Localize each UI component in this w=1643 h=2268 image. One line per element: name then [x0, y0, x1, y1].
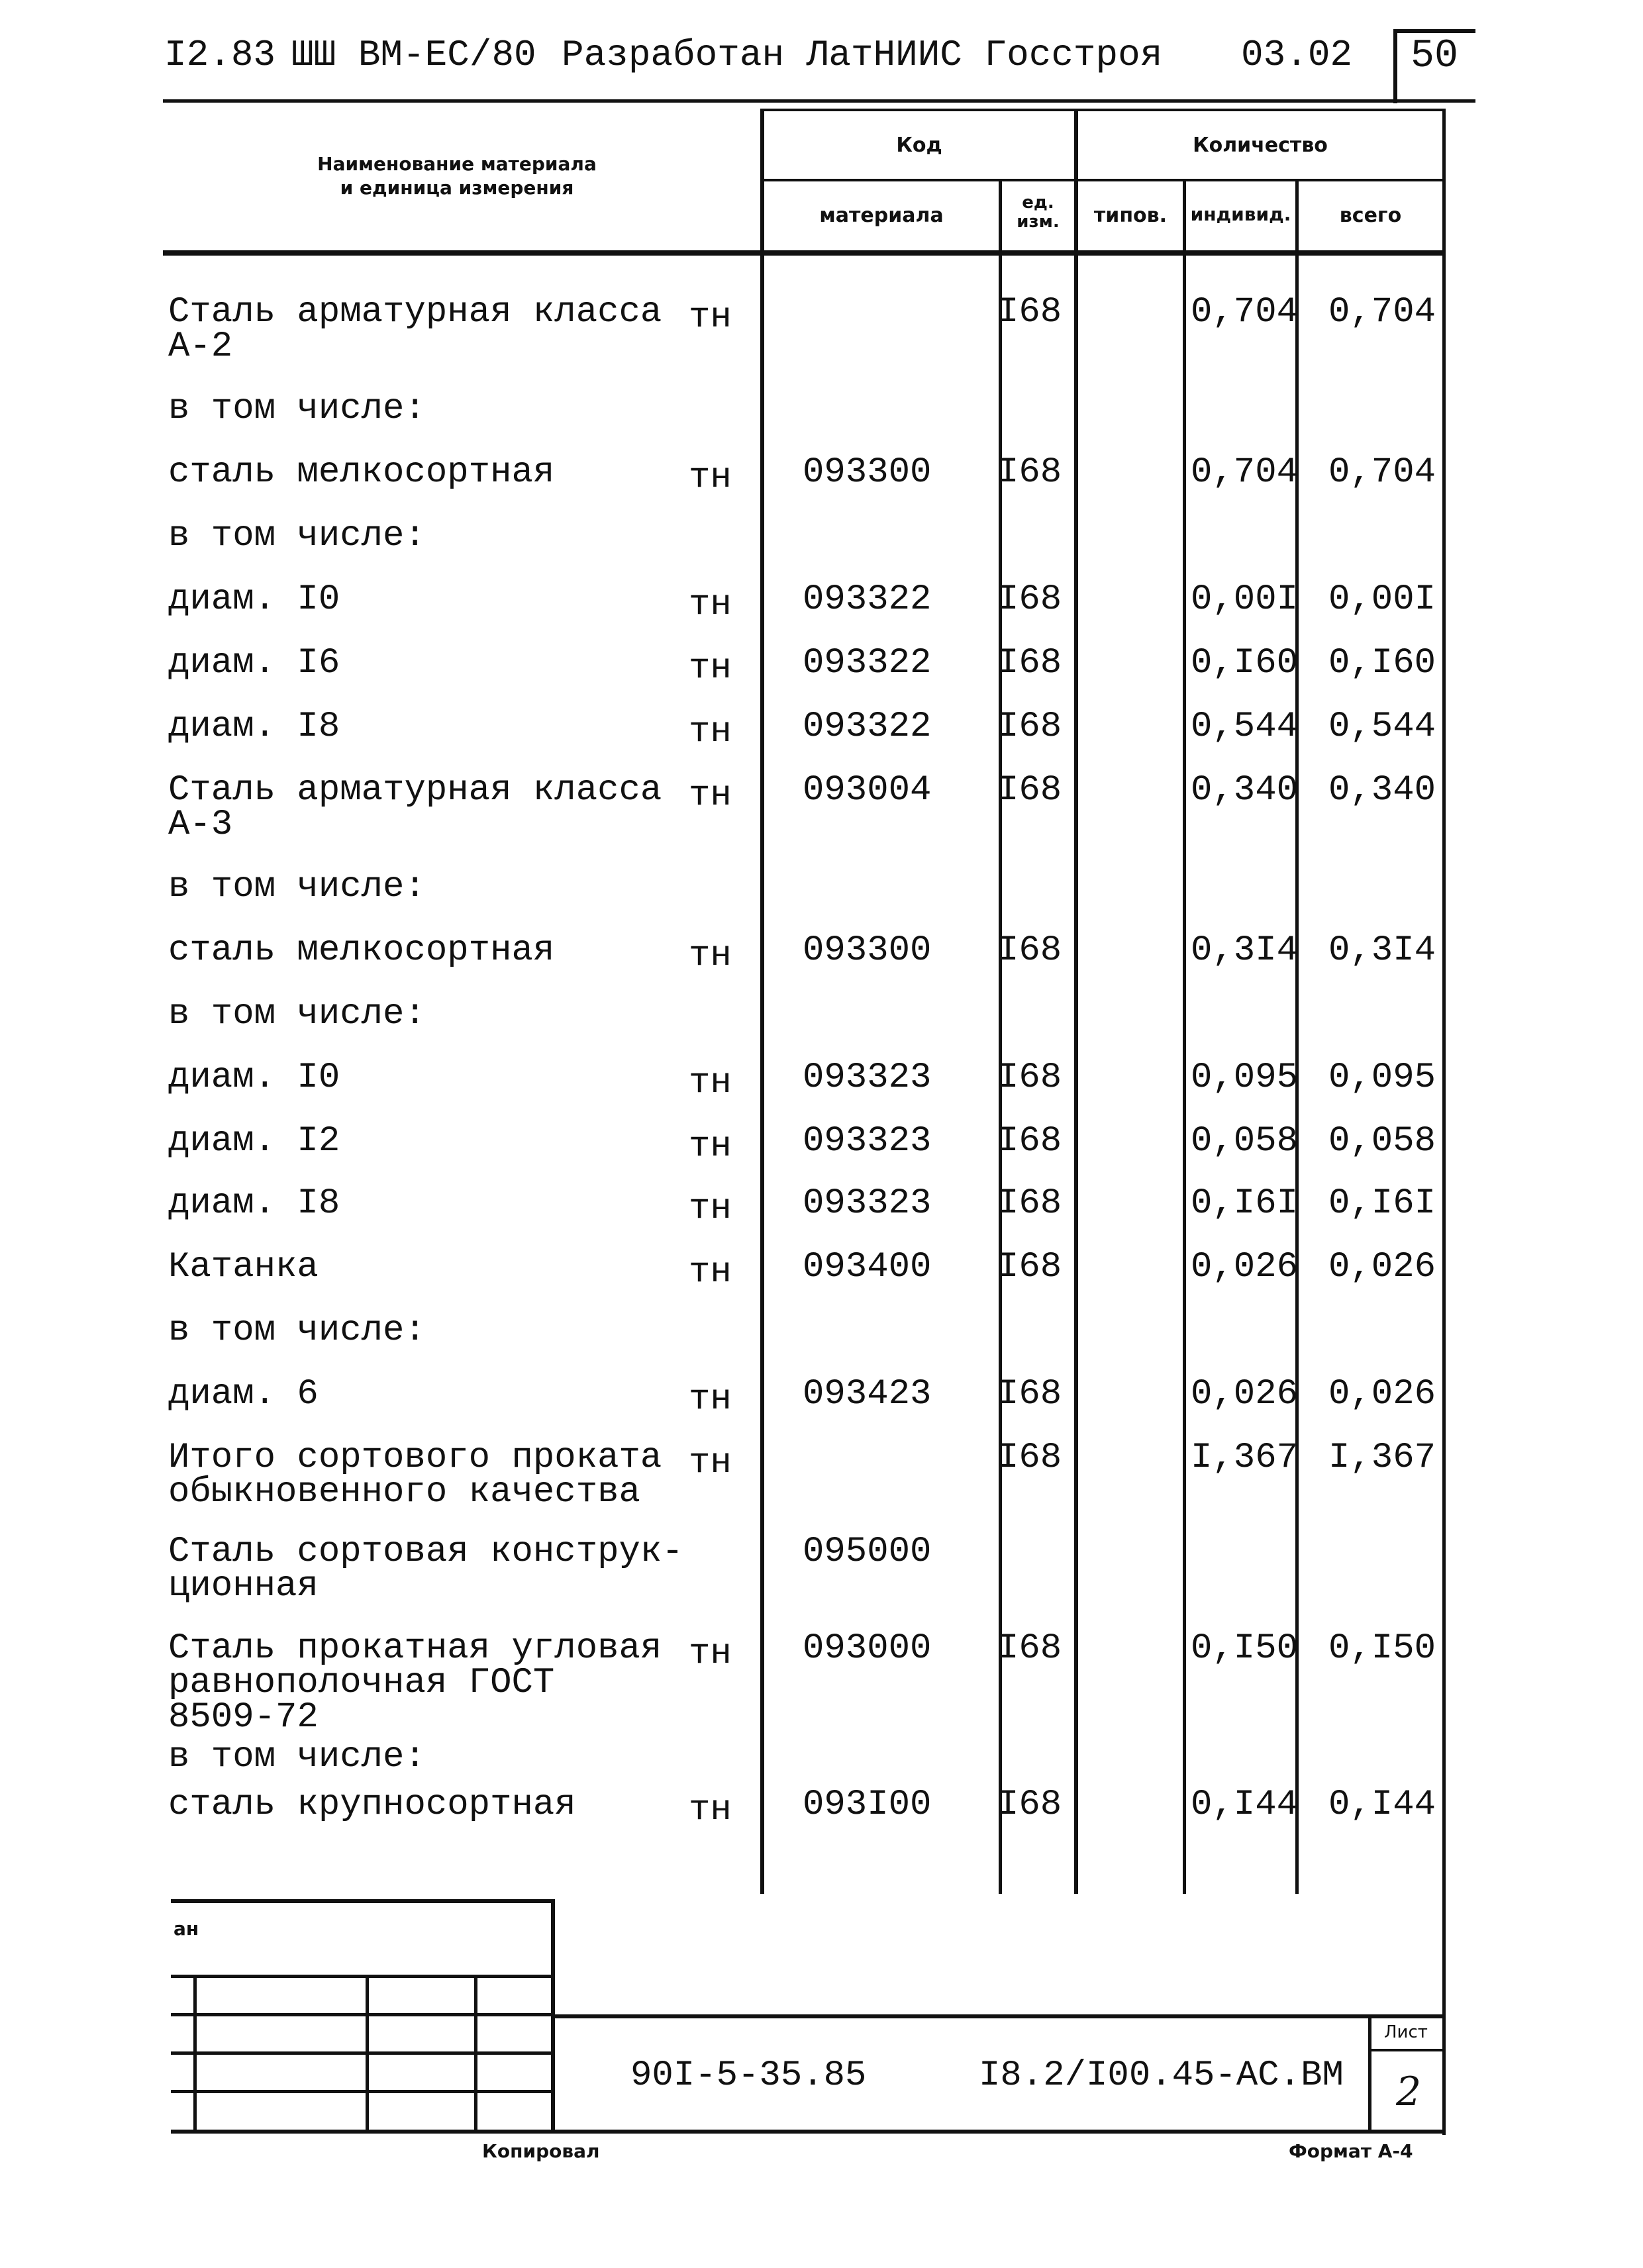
- cell-name: Сталь сортовая конструк- ционная: [168, 1532, 683, 1606]
- cell-unit: тн: [689, 648, 732, 689]
- cell-ind: 0,058: [1191, 1121, 1299, 1161]
- cell-unit: тн: [689, 1379, 732, 1420]
- stamp-grid-rule-4: [171, 2090, 555, 2093]
- cell-unit: тн: [689, 1634, 732, 1674]
- cell-total: 0,704: [1328, 292, 1436, 332]
- cell-unit: тн: [689, 585, 732, 625]
- cell-name: сталь мелкосортная: [168, 930, 555, 971]
- stamp-grid-col-1: [193, 1975, 197, 2131]
- cell-code: 093400: [803, 1247, 932, 1287]
- cell-name: Сталь арматурная класса А-3: [168, 770, 662, 845]
- cell-unit: тн: [689, 1189, 732, 1229]
- table-row: [0, 1183, 1643, 1246]
- qty-group-header: Количество: [1193, 134, 1328, 157]
- cell-ed: I68: [997, 1374, 1062, 1414]
- cell-ed: I68: [997, 579, 1062, 620]
- stamp-grid-col-2: [366, 1975, 369, 2131]
- cell-ind: 0,I44: [1191, 1785, 1299, 1825]
- cell-ed: I68: [997, 1628, 1062, 1669]
- cell-ind: I,367: [1191, 1438, 1299, 1478]
- cell-name: диам. I0: [168, 579, 340, 620]
- cell-total: 0,058: [1328, 1121, 1436, 1161]
- header-org: ШШ ВМ-ЕС/80: [291, 34, 536, 76]
- cell-total: 0,I6I: [1328, 1183, 1436, 1224]
- table-row: [0, 1785, 1643, 1848]
- table-row: [0, 1310, 1643, 1373]
- stamp-left-top-rule: [171, 1899, 555, 1903]
- cell-code: 093323: [803, 1183, 932, 1224]
- cell-name: диам. I8: [168, 707, 340, 747]
- stamp-copied-label: Копировал: [482, 2140, 600, 2162]
- cell-ind: 0,026: [1191, 1247, 1299, 1287]
- cell-name: диам. 6: [168, 1374, 319, 1414]
- header-developer: Разработан ЛатНИИС Госстроя: [562, 34, 1163, 76]
- stamp-sheet-box-left: [1368, 2014, 1371, 2132]
- col-typ-header: типов.: [1093, 204, 1168, 227]
- stamp-grid-col-3: [474, 1975, 477, 2131]
- cell-ind: 0,544: [1191, 707, 1299, 747]
- table-row: [0, 770, 1643, 845]
- cell-ind: 0,704: [1191, 292, 1299, 332]
- cell-code: 093322: [803, 707, 932, 747]
- cell-code: 095000: [803, 1532, 932, 1572]
- cell-unit: тн: [689, 712, 732, 752]
- header-date: I2.83: [164, 34, 276, 76]
- cell-code: 093423: [803, 1374, 932, 1414]
- cell-ed: I68: [997, 1121, 1062, 1161]
- cell-total: I,367: [1328, 1438, 1436, 1478]
- cell-ed: I68: [997, 930, 1062, 971]
- cell-name: Итого сортового проката обыкновенного качества: [168, 1438, 662, 1512]
- cell-ind: 0,3I4: [1191, 930, 1299, 971]
- cell-code: 093300: [803, 452, 932, 493]
- table-row: [0, 1058, 1643, 1120]
- cell-ind: 0,095: [1191, 1058, 1299, 1098]
- stamp-doc-number: 90I-5-35.85: [630, 2055, 867, 2096]
- col-ind-header: индивид.: [1190, 203, 1291, 225]
- cell-ind: 0,I60: [1191, 643, 1299, 683]
- cell-total: 0,340: [1328, 770, 1436, 811]
- header-sub-rule: [762, 179, 1444, 181]
- cell-name: сталь мелкосортная: [168, 452, 555, 493]
- cell-unit: тн: [689, 1252, 732, 1293]
- cell-name: в том числе:: [168, 1737, 426, 1777]
- cell-code: 093300: [803, 930, 932, 971]
- stamp-corner-label: ан: [174, 1918, 199, 1940]
- col-unit-header: ед. изм.: [1017, 193, 1060, 232]
- cell-ed: I68: [997, 643, 1062, 683]
- cell-unit: тн: [689, 1063, 732, 1103]
- cell-total: 0,3I4: [1328, 930, 1436, 971]
- table-row: [0, 643, 1643, 706]
- stamp-sheet-box-rule: [1368, 2049, 1445, 2051]
- table-row: [0, 930, 1643, 993]
- table-row: [0, 1121, 1643, 1184]
- table-row: [0, 516, 1643, 579]
- header-page-box-left: [1393, 29, 1397, 103]
- stamp-grid-rule-1: [171, 1975, 555, 1978]
- table-row: [0, 579, 1643, 642]
- stamp-main-bottom-rule: [171, 2130, 1445, 2134]
- header-code: 03.02: [1241, 34, 1353, 76]
- stamp-sheet-number: 2: [1396, 2069, 1422, 2115]
- cell-total: 0,I50: [1328, 1628, 1436, 1669]
- stamp-sheet-label: Лист: [1384, 2022, 1428, 2042]
- cell-name: в том числе:: [168, 389, 426, 429]
- stamp-main-top-rule: [551, 2014, 1445, 2018]
- table-row: [0, 1374, 1643, 1437]
- cell-unit: тн: [689, 1790, 732, 1830]
- stamp-grid-rule-2: [171, 2013, 555, 2016]
- cell-ed: I68: [997, 1785, 1062, 1825]
- cell-unit: тн: [689, 297, 732, 338]
- cell-unit: тн: [689, 1126, 732, 1167]
- code-group-header: Код: [896, 134, 942, 157]
- col-name-header: Наименование материала и единица измерения: [317, 153, 597, 199]
- cell-name: Катанка: [168, 1247, 319, 1287]
- cell-ed: I68: [997, 1058, 1062, 1098]
- cell-name: Сталь арматурная класса А-2: [168, 292, 662, 367]
- cell-code: 093000: [803, 1628, 932, 1669]
- cell-code: 093322: [803, 579, 932, 620]
- cell-code: 093322: [803, 643, 932, 683]
- cell-total: 0,I60: [1328, 643, 1436, 683]
- cell-total: 0,026: [1328, 1247, 1436, 1287]
- table-row: [0, 867, 1643, 930]
- cell-name: в том числе:: [168, 994, 426, 1034]
- cell-code: 093323: [803, 1058, 932, 1098]
- cell-total: 0,026: [1328, 1374, 1436, 1414]
- cell-total: 0,095: [1328, 1058, 1436, 1098]
- cell-ed: I68: [997, 707, 1062, 747]
- header-page-number: 50: [1411, 34, 1459, 79]
- table-row: [0, 994, 1643, 1057]
- cell-name: диам. I8: [168, 1183, 340, 1224]
- table-row: [0, 292, 1643, 367]
- cell-ind: 0,I6I: [1191, 1183, 1299, 1224]
- cell-name: в том числе:: [168, 516, 426, 556]
- cell-name: диам. I2: [168, 1121, 340, 1161]
- cell-code: 093I00: [803, 1785, 932, 1825]
- cell-ind: 0,704: [1191, 452, 1299, 493]
- header-rule: [163, 99, 1475, 103]
- cell-ed: I68: [997, 770, 1062, 811]
- cell-ed: I68: [997, 452, 1062, 493]
- cell-name: в том числе:: [168, 1310, 426, 1351]
- stamp-doc-code: I8.2/I00.45-АС.ВМ: [979, 2055, 1344, 2096]
- cell-ed: I68: [997, 1247, 1062, 1287]
- cell-total: 0,00I: [1328, 579, 1436, 620]
- cell-ind: 0,00I: [1191, 579, 1299, 620]
- cell-ind: 0,I50: [1191, 1628, 1299, 1669]
- cell-unit: тн: [689, 458, 732, 498]
- cell-total: 0,I44: [1328, 1785, 1436, 1825]
- cell-unit: тн: [689, 936, 732, 976]
- cell-ed: I68: [997, 1183, 1062, 1224]
- table-row: [0, 389, 1643, 452]
- cell-code: 093004: [803, 770, 932, 811]
- table-row: [0, 707, 1643, 769]
- cell-ed: I68: [997, 1438, 1062, 1478]
- cell-ed: I68: [997, 292, 1062, 332]
- cell-name: диам. I0: [168, 1058, 340, 1098]
- cell-name: диам. I6: [168, 643, 340, 683]
- cell-total: 0,544: [1328, 707, 1436, 747]
- col-material-header: материала: [819, 204, 944, 227]
- cell-name: Сталь прокатная угловая равнополочная ГОСТ 8509-72: [168, 1628, 662, 1738]
- table-row: [0, 452, 1643, 515]
- cell-ind: 0,340: [1191, 770, 1299, 811]
- table-row: [0, 1628, 1643, 1738]
- cell-unit: тн: [689, 775, 732, 816]
- cell-unit: тн: [689, 1443, 732, 1483]
- cell-name: сталь крупносортная: [168, 1785, 576, 1825]
- header-bottom-rule: [163, 250, 1445, 256]
- stamp-format-label: Формат А-4: [1289, 2140, 1413, 2162]
- cell-name: в том числе:: [168, 867, 426, 907]
- table-row: [0, 1532, 1643, 1606]
- table-row: [0, 1247, 1643, 1310]
- cell-ind: 0,026: [1191, 1374, 1299, 1414]
- table-top-rule: [762, 109, 1444, 111]
- col-total-header: всего: [1339, 204, 1402, 227]
- cell-total: 0,704: [1328, 452, 1436, 493]
- table-row: [0, 1438, 1643, 1512]
- cell-code: 093323: [803, 1121, 932, 1161]
- stamp-grid-rule-3: [171, 2051, 555, 2055]
- header-top-rule: [1393, 29, 1475, 33]
